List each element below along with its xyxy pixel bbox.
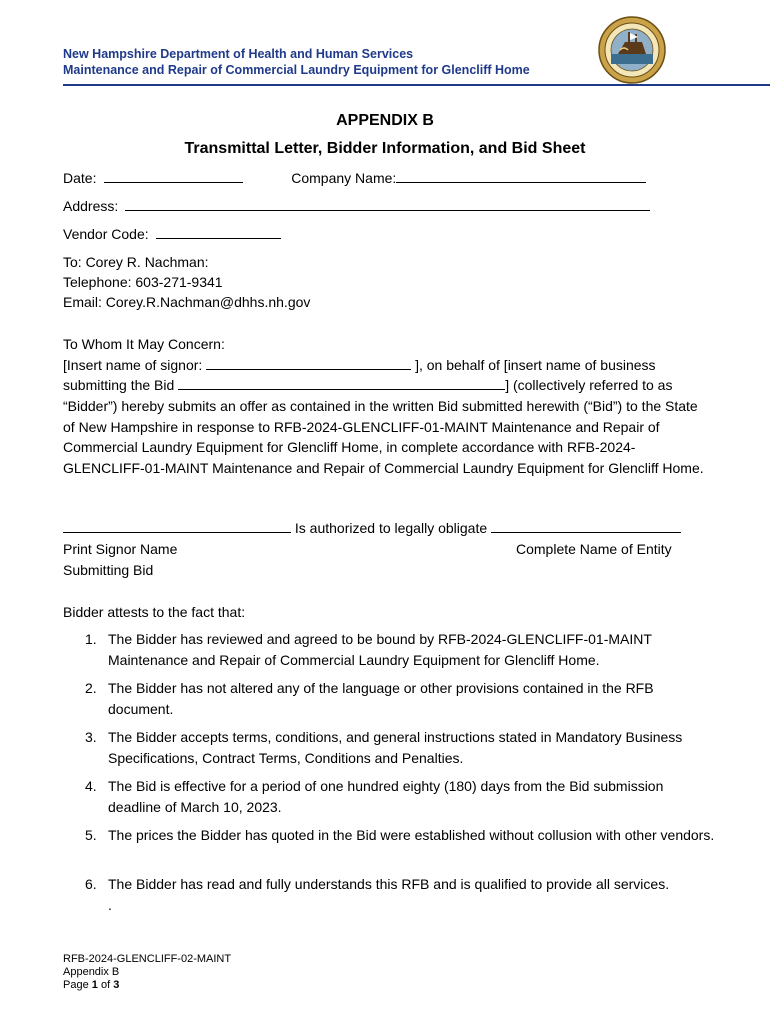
signor-name-field[interactable] (206, 355, 411, 370)
page-subtitle: Transmittal Letter, Bidder Information, and Bid Sheet (184, 140, 586, 157)
footer-doc-id: RFB-2024-GLENCLIFF-02-MAINT (63, 953, 232, 965)
page-title: APPENDIX B (336, 112, 434, 129)
date-field[interactable] (104, 168, 243, 183)
contact-telephone: Telephone: 603-271-9341 (63, 274, 223, 290)
list-item: 5. The prices the Bidder has quoted in the Bid were established without collusion with other vendors. (85, 827, 715, 843)
list-item: 4. The Bid is effective for a period of one hundred eighty (180) days from the Bid submission deadline of March 10, 2023. (85, 778, 664, 815)
list-item: 2. The Bidder has not altered any of the language or other provisions contained in the RFB document. (85, 680, 654, 717)
address-row (63, 196, 650, 216)
company-name-field[interactable] (396, 168, 646, 183)
vendor-code-field[interactable] (156, 224, 281, 239)
list-item: 1. The Bidder has reviewed and agreed to be bound by RFB-2024-GLENCLIFF-01-MAINT Maintenance and Repair of Commercial Laundry Equipment for Glencliff Home. (85, 631, 652, 668)
business-name-field[interactable] (178, 375, 505, 390)
header-project: Maintenance and Repair of Commercial Laundry Equipment for Glencliff Home (63, 63, 530, 77)
letter-body: “Bidder”) hereby submits an offer as contained in the written Bid submitted herewith (“Bid”) to the State of New Hampshire in response to RFB-2024-GLENCLIFF-01-MAINT Maintenance and Repair of Commercial Laundry Equipment for Glencliff Home, in complete accordance with RFB-2024-GLENCLIFF-01-MAINT Maintenance and Repair of Commercial Laundry Equipment for Glencliff Home. (63, 398, 704, 476)
contact-email: Email: Corey.R.Nachman@dhhs.nh.gov (63, 294, 311, 310)
address-field[interactable] (125, 196, 650, 211)
date-label: Date: (63, 170, 97, 186)
trailing-dot: . (108, 897, 112, 913)
list-item: 3. The Bidder accepts terms, conditions, and general instructions stated in Mandatory Business Specifications, Contract Terms, Conditions and Penalties. (85, 729, 683, 766)
signor-prefix: [Insert name of signor: (63, 357, 203, 373)
header-department: New Hampshire Department of Health and Human Services (63, 47, 414, 61)
signature-row (63, 518, 681, 538)
signor-suffix: ], on behalf of [insert name of business (415, 357, 656, 373)
authorized-text: Is authorized to legally obligate (294, 520, 488, 536)
attest-intro: Bidder attests to the fact that: (63, 604, 246, 620)
bid-prefix: submitting the Bid (63, 377, 175, 393)
page-footer (63, 953, 231, 992)
document-header (63, 46, 623, 78)
header-divider (63, 84, 770, 86)
vendor-code-row (63, 224, 281, 244)
contact-to: To: Corey R. Nachman: (63, 254, 209, 270)
footer-page-number: Page 1 of 3 (63, 979, 120, 991)
submitting-bid-label: Submitting Bid (63, 562, 154, 578)
entity-name-field[interactable] (491, 518, 681, 533)
list-item: 6. The Bidder has read and fully understands this RFB and is qualified to provide all services. (85, 876, 670, 892)
nh-state-seal-icon (598, 16, 666, 84)
salutation: To Whom It May Concern: (63, 336, 225, 352)
signor-row (63, 355, 656, 375)
entity-label: Complete Name of Entity (516, 541, 672, 557)
footer-appendix: Appendix B (63, 966, 120, 978)
print-signor-field[interactable] (63, 518, 291, 533)
bid-suffix: ] (collectively referred to as (505, 377, 673, 393)
vendor-code-label: Vendor Code: (63, 226, 149, 242)
print-signor-label: Print Signor Name (63, 541, 178, 557)
business-row (63, 375, 672, 395)
company-name-label: Company Name: (291, 170, 397, 186)
address-label: Address: (63, 198, 119, 214)
date-company-row (63, 168, 646, 188)
